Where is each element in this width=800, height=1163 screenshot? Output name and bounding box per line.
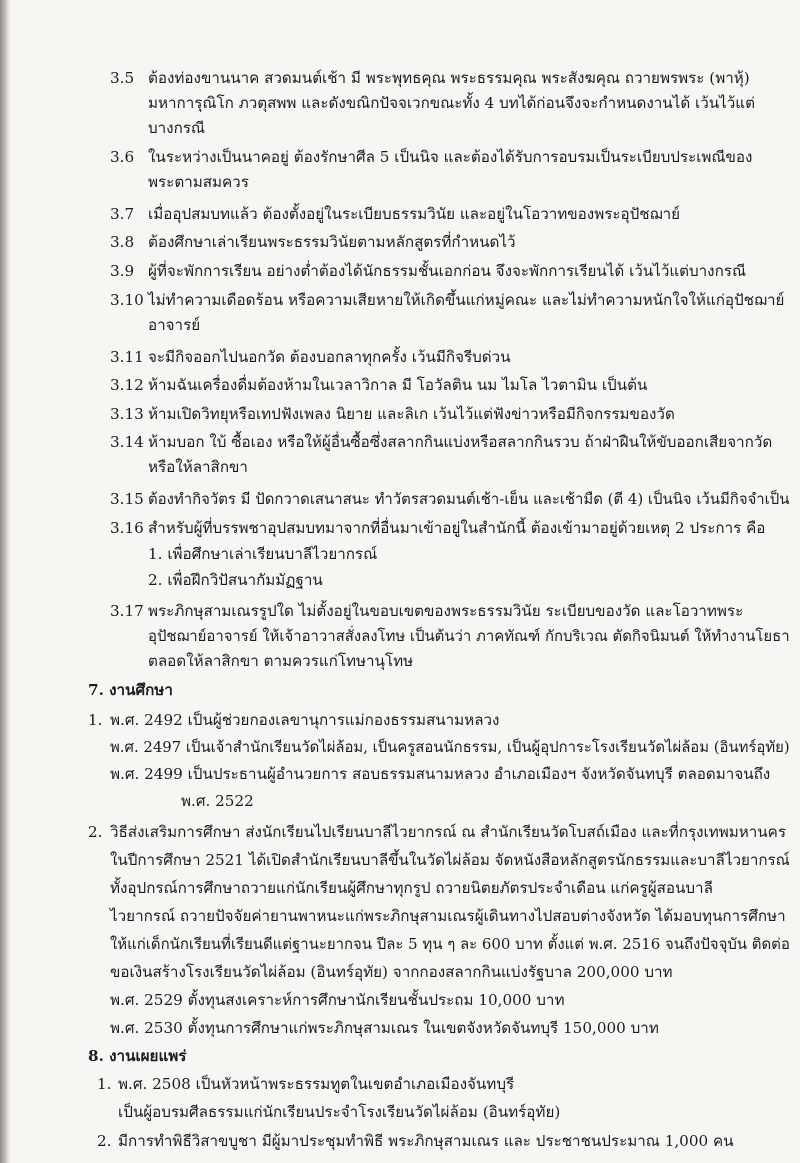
rule-text: พระภิกษุสามเณรรูปใด ไม่ตั้งอยู่ในขอบเขตของพระธรรมวินัย ระเบียบของวัด และโอวาทพระ <box>148 602 744 620</box>
rule-number: 3.6 <box>110 148 135 166</box>
item-text: พ.ศ. 2529 ตั้งทุนสงเคราะห์การศึกษานักเรียนชั้นประถม 10,000 บาท <box>110 991 565 1009</box>
rule-text: หรือให้ลาสิกขา <box>148 458 248 476</box>
item-number: 1. <box>97 1075 112 1093</box>
rule-text: ต้องท่องขานนาค สวดมนต์เช้า มี พระพุทธคุณ พระธรรมคุณ พระสังฆคุณ ถวายพรพระ (พาหุ้) <box>148 69 750 87</box>
rule-number: 3.10 <box>110 291 144 309</box>
item-text: พ.ศ. 2492 เป็นผู้ช่วยกองเลขานุการแม่กองธรรมสนามหลวง <box>110 711 500 729</box>
item-number: 2. <box>88 823 103 841</box>
rule-text: ห้ามฉันเครื่องดื่มต้องห้ามในเวลาวิกาล มี โอวัลติน นม ไมโล ไวตามิน เป็นต้น <box>148 376 648 394</box>
item-number: 2. <box>97 1132 112 1150</box>
rule-text: ในระหว่างเป็นนาคอยู่ ต้องรักษาศีล 5 เป็นนิจ และต้องได้รับการอบรมเป็นระเบียบประเพณีของ <box>148 148 753 166</box>
rule-subitem: 2. เพื่อฝึกวิปัสนากัมมัฏฐาน <box>148 571 323 589</box>
item-text: ให้แก่เด็กนักเรียนที่เรียนดีแต่ฐานะยากจน ปีละ 5 ทุน ๆ ละ 600 บาท ตั้งแต่ พ.ศ. 2516 จนถึงปัจจุบัน ติดต่อ <box>110 935 790 953</box>
rule-number: 3.13 <box>110 405 144 423</box>
item-text: ทั้งอุปกรณ์การศึกษาถวายแก่นักเรียนผู้ศึกษาทุกรูป ถวายนิตยภัตรประจำเดือน แก่ครูผู้สอนบาลี <box>110 879 713 897</box>
rule-number: 3.17 <box>110 602 144 620</box>
item-text: พ.ศ. 2497 เป็นเจ้าสำนักเรียนวัดไผ่ล้อม, เป็นครูสอนนักธรรม, เป็นผู้อุปการะโรงเรียนวัดไผ่ล้อม (อินทร์อุทัย) <box>110 738 790 756</box>
rule-text: พระตามสมควร <box>148 173 249 191</box>
item-text: มีการทำพิธีวิสาขบูชา มีผู้มาประชุมทำพิธี พระภิกษุสามเณร และ ประชาชนประมาณ 1,000 คน <box>118 1132 734 1150</box>
item-number: 1. <box>88 711 103 729</box>
rule-text: มหาการุณิโก ภวตุสพพ และดังขณิกปัจจเวกขณะทั้ง 4 บทได้ก่อนจึงจะกำหนดงานได้ เว้นไว้แต่ <box>148 94 755 112</box>
item-text: ขอเงินสร้างโรงเรียนวัดไผ่ล้อม (อินทร์อุทัย) จากกองสลากกินแบ่งรัฐบาล 200,000 บาท <box>110 963 673 981</box>
item-text: พ.ศ. 2530 ตั้งทุนการศึกษาแก่พระภิกษุสามเณร ในเขตจังหวัดจันทบุรี 150,000 บาท <box>110 1019 659 1037</box>
item-text: ในปีการศึกษา 2521 ได้เปิดสำนักเรียนบาลีขึ้นในวัดไผ่ล้อม จัดหนังสือหลักสูตรนักธรรมและบาลีไวยากรณ์ <box>110 851 790 869</box>
rule-text: ห้ามเปิดวิทยุหรือเทปฟังเพลง นิยาย และลิเก เว้นไว้แต่ฟังข่าวหรือมีกิจกรรมของวัด <box>148 405 675 423</box>
rule-text: สำหรับผู้ที่บรรพชาอุปสมบทมาจากที่อื่นมาเข้าอยู่ในสำนักนี้ ต้องเข้ามาอยู่ด้วยเหตุ 2 ประการ คือ <box>148 519 766 537</box>
rule-number: 3.8 <box>110 233 135 251</box>
rule-number: 3.12 <box>110 376 144 394</box>
rule-text: ต้องทำกิจวัตร มี ปัดกวาดเสนาสนะ ทำวัตรสวดมนต์เช้า-เย็น และเช้ามืด (ตี 4) เป็นนิจ เว้นมีกิจจำเป็น <box>148 490 790 508</box>
rule-text: ห้ามบอก ใบ้ ซื้อเอง หรือให้ผู้อื่นซื้อซึ่งสลากกินแบ่งหรือสลากกินรวบ ถ้าฝ่าฝืนให้ขับออกเสียจากวัด <box>148 433 773 451</box>
item-text: วิธีส่งเสริมการศึกษา ส่งนักเรียนไปเรียนบาลีไวยากรณ์ ณ สำนักเรียนวัดโบสถ์เมือง และที่กรุงเทพมหานคร <box>110 823 786 841</box>
item-text: พ.ศ. 2499 เป็นประธานผู้อำนวยการ สอบธรรมสนามหลวง อำเภอเมืองฯ จังหวัดจันทบุรี ตลอดมาจนถึง <box>110 765 771 783</box>
item-text: พ.ศ. 2508 เป็นหัวหน้าพระธรรมทูตในเขตอำเภอเมืองจันทบุรี <box>118 1075 515 1093</box>
rule-text: บางกรณี <box>148 119 206 137</box>
item-text: เป็นผู้อบรมศีลธรรมแก่นักเรียนประจำโรงเรียนวัดไผ่ล้อม (อินทร์อุทัย) <box>118 1103 561 1121</box>
rule-text: ตลอดให้ลาสิกขา ตามควรแก่โทษานุโทษ <box>148 652 414 670</box>
rule-number: 3.11 <box>110 348 144 366</box>
rule-text: ผู้ที่จะพักการเรียน อย่างต่ำต้องได้นักธรรมชั้นเอกก่อน จึงจะพักการเรียนได้ เว้นไว้แต่บางกรณี <box>148 262 747 280</box>
rule-number: 3.7 <box>110 205 135 223</box>
rule-number: 3.14 <box>110 433 144 451</box>
item-text: ไวยากรณ์ ถวายปัจจัยค่ายานพาหนะแก่พระภิกษุสามเณรผู้เดินทางไปสอบต่างจังหวัด ได้มอบทุนการศึกษา <box>110 907 786 925</box>
rule-number: 3.16 <box>110 519 144 537</box>
rule-text: อาจารย์ <box>148 316 201 334</box>
rule-number: 3.15 <box>110 490 144 508</box>
section-heading-dissemination: 8. งานเผยแพร่ <box>88 1047 187 1065</box>
rule-text: ต้องศึกษาเล่าเรียนพระธรรมวินัยตามหลักสูตรที่กำหนดไว้ <box>148 233 516 251</box>
rule-text: จะมีกิจออกไปนอกวัด ต้องบอกลาทุกครั้ง เว้นมีกิจรีบด่วน <box>148 348 511 366</box>
rule-text: เมื่ออุปสมบทแล้ว ต้องตั้งอยู่ในระเบียบธรรมวินัย และอยู่ในโอวาทของพระอุปัชฌาย์ <box>148 205 681 223</box>
rule-number: 3.5 <box>110 69 135 87</box>
rule-subitem: 1. เพื่อศึกษาเล่าเรียนบาลีไวยากรณ์ <box>148 545 378 563</box>
rule-number: 3.9 <box>110 262 135 280</box>
rule-text: ไม่ทำความเดือดร้อน หรือความเสียหายให้เกิดขึ้นแก่หมู่คณะ และไม่ทำความหนักใจให้แก่อุปัชฌาย์ <box>148 291 785 309</box>
section-heading-education: 7. งานศึกษา <box>88 681 173 699</box>
item-text: พ.ศ. 2522 <box>181 792 254 810</box>
rule-text: อุปัชฌาย์อาจารย์ ให้เจ้าอาวาสสั่งลงโทษ เป็นต้นว่า ภาคทัณฑ์ กักบริเวณ ตัดกิจนิมนต์ ให้ทำงานโยธา <box>148 627 790 645</box>
